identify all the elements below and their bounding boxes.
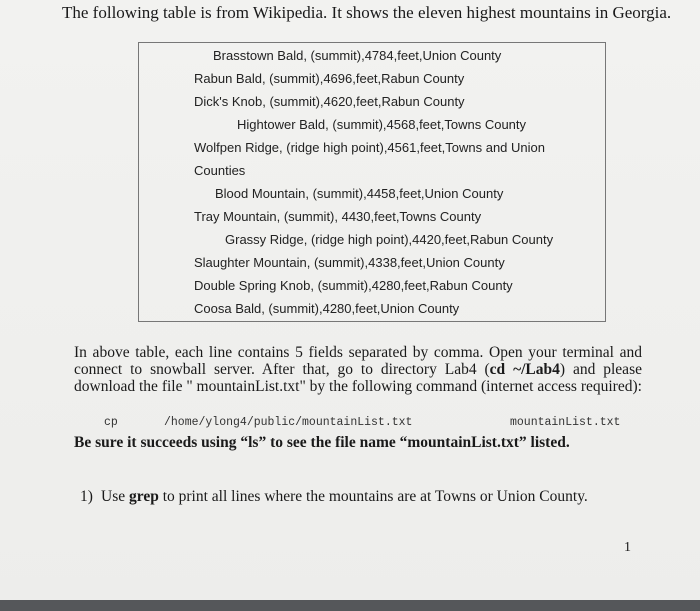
page-number: 1 [624,540,631,555]
question-number: 1) [80,488,93,505]
table-row: Dick's Knob, (summit),4620,feet,Rabun County [194,94,465,109]
table-row: Grassy Ridge, (ridge high point),4420,feet,Rabun County [225,232,554,247]
table-row: Wolfpen Ridge, (ridge high point),4561,feet,Towns and Union [194,140,545,155]
instructions-text: In above table, each line contains 5 fields separated by comma. Open your terminal and connect to snowball server. After that, go to directory Lab4 ( [74,344,642,378]
source-path: /home/ylong4/public/mountainList.txt [164,416,413,429]
question-text [101,488,636,506]
table-row: Brasstown Bald, (summit),4784,feet,Union County [213,48,502,63]
check-text-cont: ” to see the file name “mountainList.txt” listed. [258,434,570,451]
destination-file: mountainList.txt [510,416,621,429]
ls-command: ls [248,434,259,451]
mountain-table [138,42,606,322]
question-1 [80,488,636,506]
question-text-end: to print all lines where the mountains are at Towns or Union County. [158,488,588,505]
instructions-paragraph [74,344,642,395]
table-row: Coosa Bald, (summit),4280,feet,Union County [194,301,460,316]
cp-command: cp [104,416,118,429]
table-row: Slaughter Mountain, (summit),4338,feet,Union County [194,255,505,270]
check-text: Be sure it succeeds using “ [74,434,249,451]
table-row: Tray Mountain, (summit), 4430,feet,Towns County [194,209,482,224]
table-row: Rabun Bald, (summit),4696,feet,Rabun County [194,71,465,86]
cd-command: cd ~/Lab4 [489,361,560,378]
table-row: Double Spring Knob, (summit),4280,feet,Rabun County [194,278,513,293]
instructions-text-cont: ) and please download the file " mountainList.txt" by the following command (internet access required): [74,361,642,395]
table-row: Counties [194,163,246,178]
intro-text: The following table is from Wikipedia. It shows the eleven highest mountains in Georgia. [62,3,672,22]
question-text-start: Use [101,488,129,505]
bottom-edge [0,600,700,611]
table-row: Hightower Bald, (summit),4568,feet,Towns County [237,117,527,132]
table-row: Blood Mountain, (summit),4458,feet,Union County [215,186,504,201]
grep-command: grep [128,488,159,505]
check-instruction [74,434,654,451]
